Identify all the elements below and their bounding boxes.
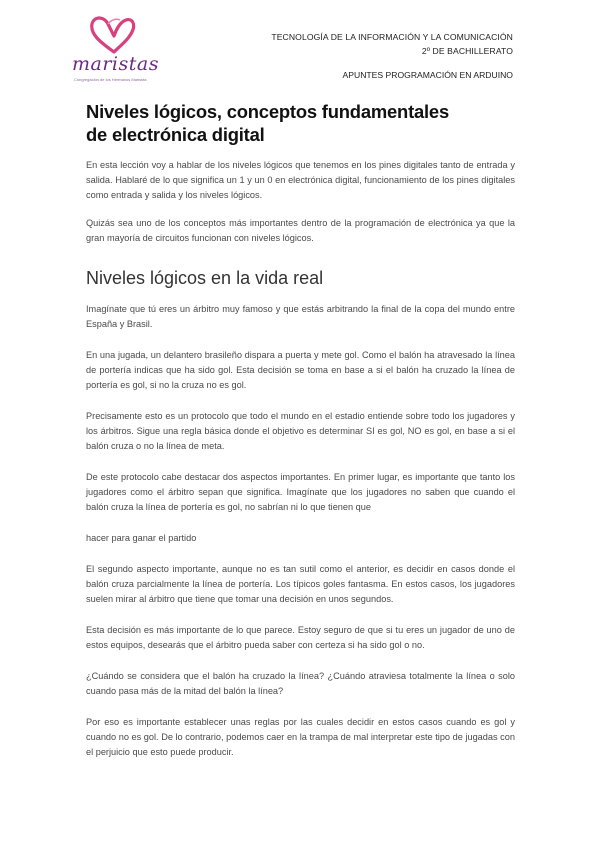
body-paragraph: Esta decisión es más importante de lo que parece. Estoy seguro de que si tu eres un jugador de uno de estos equipos, desearás que el árbitro pueda saber con certeza si ha sido gol o no.	[86, 625, 515, 650]
document-body	[86, 100, 515, 760]
body-paragraph: En una jugada, un delantero brasileño dispara a puerta y mete gol. Como el balón ha atravesado la línea de portería indicas que ha sido gol. Esta decisión se toma en base a si el balón ha cruzado la línea de portería es gol, si no la cruza no es gol.	[86, 350, 515, 390]
body-paragraph: hacer para ganar el partido	[86, 533, 197, 543]
body-paragraph: ¿Cuándo se considera que el balón ha cruzado la línea? ¿Cuándo atraviesa totalmente la línea o solo cuando pasa más de la mitad del balón la línea?	[86, 671, 515, 696]
section-heading: Niveles lógicos en la vida real	[86, 268, 324, 288]
body-paragraph: Por eso es importante establecer unas reglas por las cuales decidir en estos casos cuando es gol y cuando no es gol. De lo contrario, podemos caer en la trampa de mal interpretar este tipo de jugadas con el perjuicio que esto puede producir.	[86, 717, 515, 757]
body-paragraph: De este protocolo cabe destacar dos aspectos importantes. En primer lugar, es importante que tanto los jugadores como el árbitro sepan que significa. Imagínate que los jugadores no saben que cuando el balón cruza la línea de portería es gol, no sabrían ni lo que tienen que	[86, 472, 515, 512]
page-title: Niveles lógicos, conceptos fundamentales de electrónica digital	[86, 101, 449, 145]
section-label: APUNTES PROGRAMACIÓN EN ARDUINO	[342, 70, 513, 80]
course-label: 2º DE BACHILLERATO	[421, 46, 513, 56]
header-info	[271, 30, 513, 58]
intro-paragraph: En esta lección voy a hablar de los niveles lógicos que tenemos en los pines digitales tanto de entrada y salida. Hablaré de lo que significa un 1 y un 0 en electrónica digital, funcionamiento de los pines digitales como entrada y salida y los niveles lógicos.	[86, 160, 515, 200]
logo-wordmark: maristas	[72, 53, 159, 75]
body-paragraph: Imagínate que tú eres un árbitro muy famoso y que estás arbitrando la final de la copa del mundo entre España y Brasil.	[86, 304, 515, 329]
intro-paragraph: Quizás sea uno de los conceptos más importantes dentro de la programación de electrónica ya que la gran mayoría de circuitos funcionan con niveles lógicos.	[86, 218, 515, 243]
body-paragraph: El segundo aspecto importante, aunque no es tan sutil como el anterior, es decidir en casos donde el balón cruza parcialmente la línea de portería. Los típicos goles fantasma. En estos casos, los jugadores suelen mirar al árbitro que tiene que tomar una decisión en unos segundos.	[86, 564, 515, 604]
maristas-logo	[70, 14, 159, 82]
logo-tagline: Congregación de los Hermanos Maristas	[74, 77, 147, 82]
subject-label: TECNOLOGÍA DE LA INFORMACIÓN Y LA COMUNICACIÓN	[271, 32, 513, 42]
heart-icon	[70, 14, 156, 58]
body-paragraph: Precisamente esto es un protocolo que todo el mundo en el estadio entiende sobre todo los jugadores y los árbitros. Sigue una regla básica donde el objetivo es determinar SI es gol, NO es gol, en base a si el balón cruza o no la línea de meta.	[86, 411, 515, 451]
